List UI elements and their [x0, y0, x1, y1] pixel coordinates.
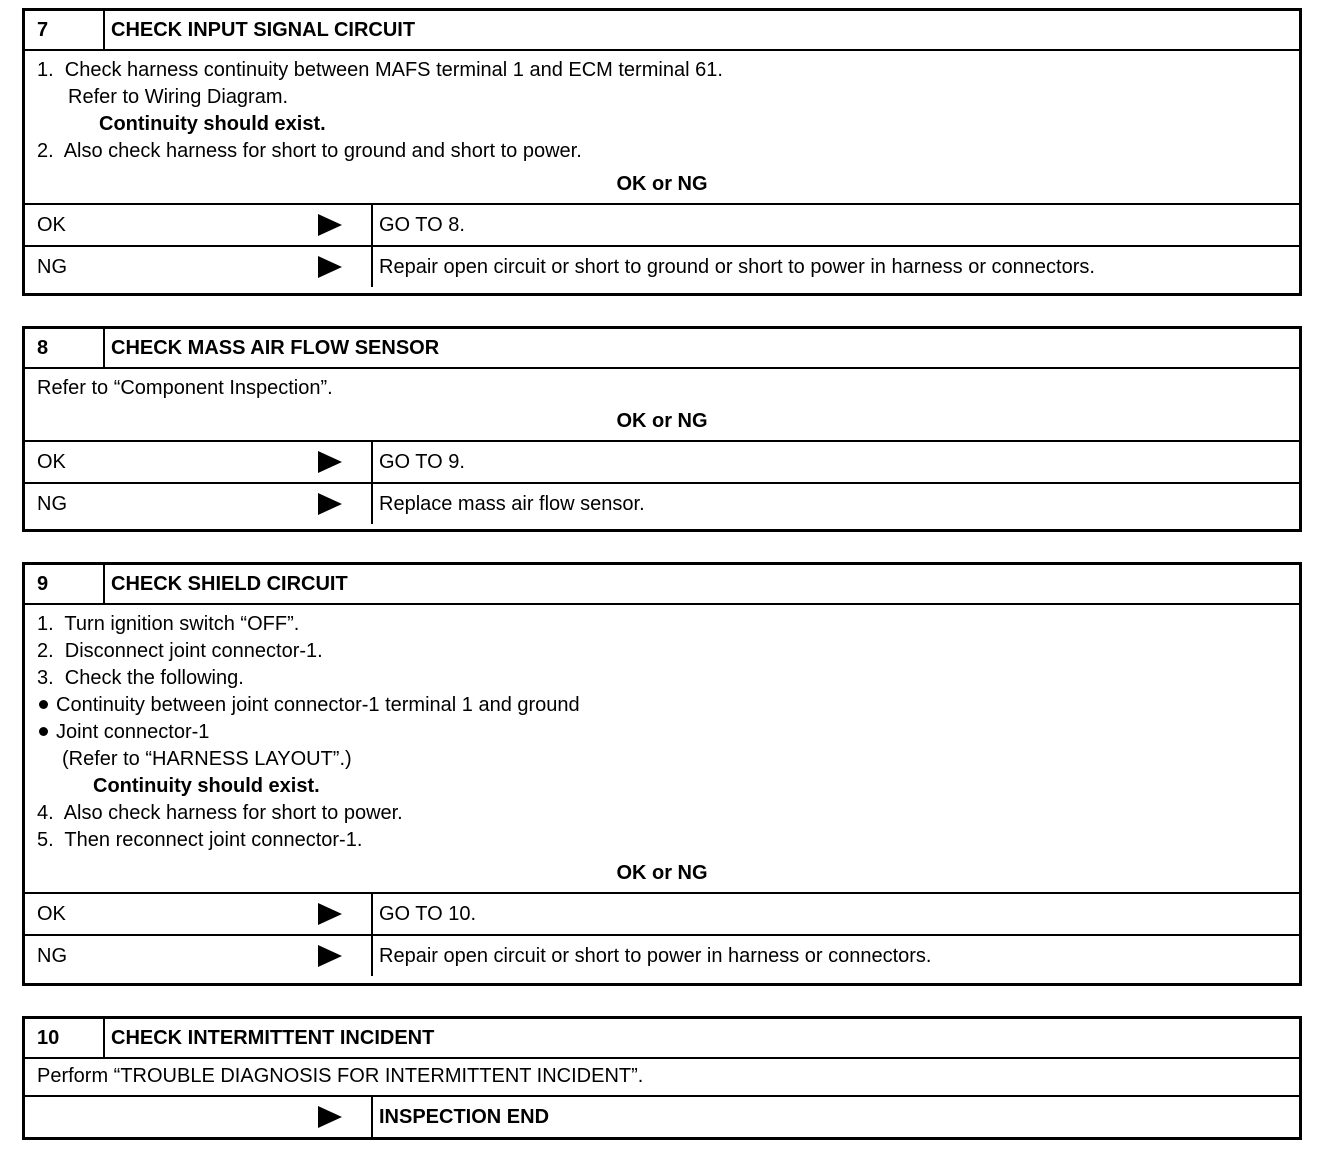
instruction-line: (Refer to “HARNESS LAYOUT”.) [62, 748, 352, 770]
step-header [25, 11, 1299, 51]
step-header [25, 1019, 1299, 1059]
bullet-text: Continuity between joint connector-1 terminal 1 and ground [56, 694, 580, 716]
result-cell [25, 484, 373, 524]
step-title: CHECK INPUT SIGNAL CIRCUIT [111, 18, 416, 41]
instruction-line: 1. Check harness continuity between MAFS terminal 1 and ECM terminal 61. [37, 59, 723, 81]
arrow-right-icon [318, 214, 342, 236]
result-cell [25, 936, 373, 976]
bullet-icon [39, 727, 48, 736]
decision-label: OK or NG [616, 173, 708, 195]
arrow-right-icon [318, 493, 342, 515]
result-row-ok [25, 440, 1299, 482]
step-8 [22, 326, 1302, 532]
arrow-right-icon [318, 945, 342, 967]
step-9 [22, 562, 1302, 986]
step-number: 10 [25, 1019, 105, 1057]
bullet-item [37, 692, 1287, 719]
step-number: 9 [25, 565, 105, 603]
result-row-ng [25, 245, 1299, 287]
step-title: CHECK MASS AIR FLOW SENSOR [111, 336, 440, 359]
instruction-line: Refer to Wiring Diagram. [68, 86, 289, 108]
decision-label: OK or NG [616, 862, 708, 884]
step-instructions [25, 369, 1299, 402]
result-action: GO TO 8. [379, 213, 465, 236]
result-cell [25, 1097, 373, 1137]
step-title: CHECK SHIELD CIRCUIT [111, 572, 348, 595]
result-cell [25, 205, 373, 245]
result-row-end [25, 1095, 1299, 1137]
arrow-right-icon [318, 1106, 342, 1128]
arrow-right-icon [318, 256, 342, 278]
result-action: Repair open circuit or short to ground or short to power in harness or connectors. [379, 255, 1095, 278]
step-instructions [25, 605, 1299, 854]
step-10 [22, 1016, 1302, 1140]
step-instructions [25, 1059, 1299, 1095]
result-row-ng [25, 482, 1299, 524]
step-number: 7 [25, 11, 105, 49]
step-number: 8 [25, 329, 105, 367]
arrow-right-icon [318, 903, 342, 925]
instruction-line: 1. Turn ignition switch “OFF”. [37, 613, 300, 635]
result-cell [25, 442, 373, 482]
instruction-line: 2. Also check harness for short to ground and short to power. [37, 140, 582, 162]
bullet-item [37, 719, 1287, 746]
instruction-line: Perform “TROUBLE DIAGNOSIS FOR INTERMITTENT INCIDENT”. [37, 1065, 644, 1087]
result-action: GO TO 9. [379, 450, 465, 473]
instruction-line: 2. Disconnect joint connector-1. [37, 640, 323, 662]
result-row-ng [25, 934, 1299, 976]
result-row-ok [25, 892, 1299, 934]
result-label: NG [37, 944, 67, 967]
step-header [25, 329, 1299, 369]
result-row-ok [25, 203, 1299, 245]
result-label: OK [37, 213, 66, 236]
step-header [25, 565, 1299, 605]
arrow-right-icon [318, 451, 342, 473]
instruction-line: 3. Check the following. [37, 667, 244, 689]
result-action: Repair open circuit or short to power in harness or connectors. [379, 944, 932, 967]
instruction-line: 5. Then reconnect joint connector-1. [37, 829, 363, 851]
result-action: INSPECTION END [379, 1105, 550, 1128]
step-7 [22, 8, 1302, 296]
step-title: CHECK INTERMITTENT INCIDENT [111, 1026, 435, 1049]
result-label: NG [37, 255, 67, 278]
result-cell [25, 894, 373, 934]
bullet-text: Joint connector-1 [56, 721, 210, 743]
decision-label: OK or NG [616, 410, 708, 432]
instruction-line: Continuity should exist. [99, 113, 326, 135]
instruction-line: Continuity should exist. [93, 775, 320, 797]
result-label: NG [37, 492, 67, 515]
result-action: GO TO 10. [379, 902, 477, 925]
bullet-icon [39, 700, 48, 709]
instruction-line: Refer to “Component Inspection”. [37, 377, 333, 399]
instruction-line: 4. Also check harness for short to power. [37, 802, 403, 824]
result-cell [25, 247, 373, 287]
result-label: OK [37, 902, 66, 925]
result-label: OK [37, 450, 66, 473]
step-instructions [25, 51, 1299, 165]
result-action: Replace mass air flow sensor. [379, 492, 645, 515]
